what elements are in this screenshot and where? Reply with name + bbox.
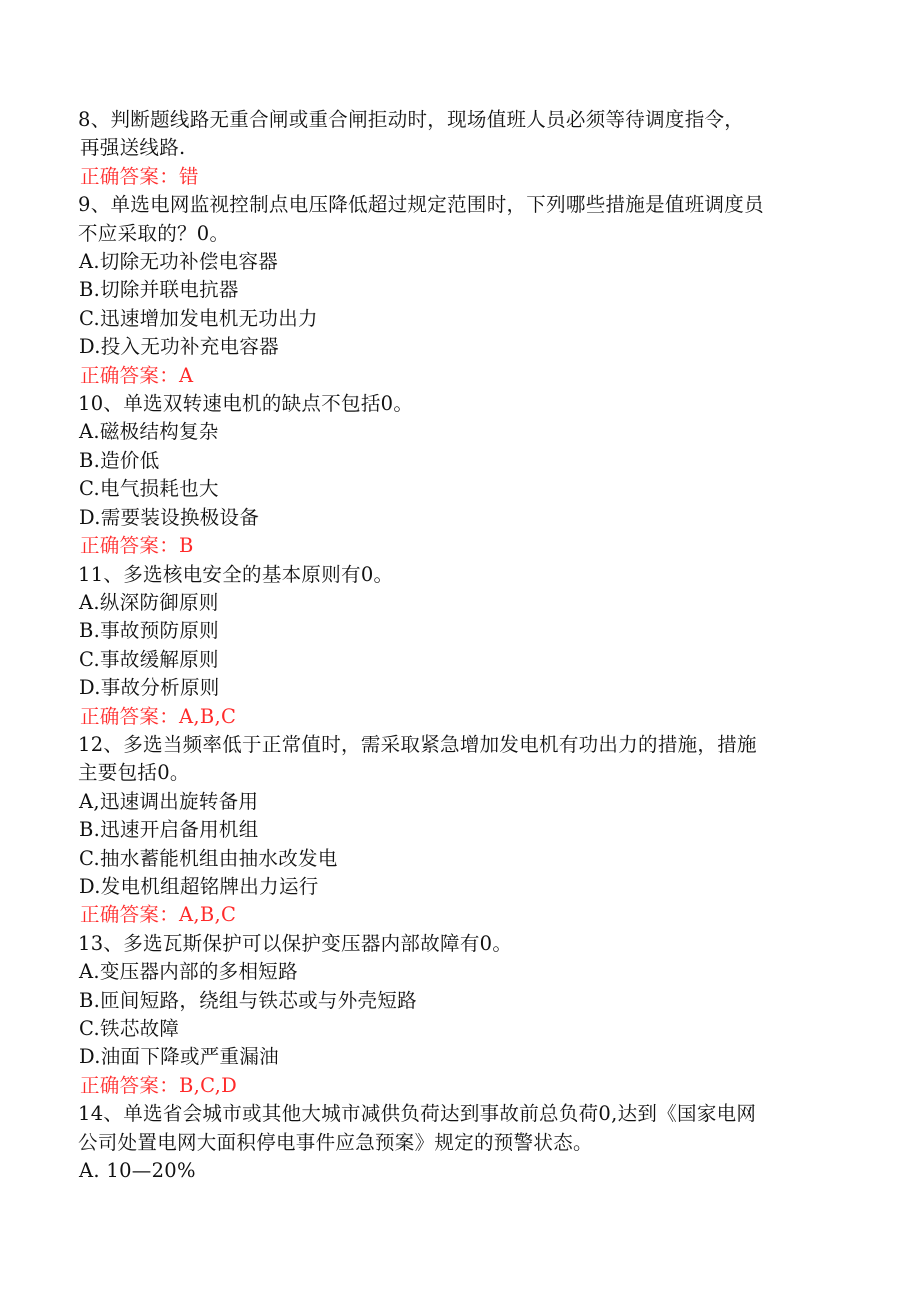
option-b: B.造价低 [79, 448, 160, 472]
option-a: A. 10—20% [79, 1159, 196, 1183]
option-d: D.投入无功补充电容器 [79, 335, 279, 359]
option-a: A.磁极结构复杂 [79, 420, 219, 444]
question-12 [78, 731, 848, 930]
answer-value: B,C,D [179, 1073, 238, 1097]
question-text: 10、单选双转速电机的缺点不包括0。 [78, 392, 414, 416]
option-c: C.迅速增加发电机无功出力 [79, 306, 318, 330]
option-d: D.油面下降或严重漏油 [79, 1045, 279, 1069]
question-text-continued: 不应采取的？0。 [78, 221, 230, 245]
question-text: 12、多选当频率低于正常值时，需采取紧急增加发电机有功出力的措施，措施 [78, 732, 757, 756]
question-text-continued: 公司处置电网大面积停电事件应急预案》规定的预警状态。 [78, 1130, 593, 1154]
answer-value: A,B,C [179, 903, 237, 927]
question-text-continued: 主要包括0。 [78, 761, 190, 785]
option-a: A,迅速调出旋转备用 [79, 789, 259, 813]
question-9 [78, 191, 848, 390]
answer-value: B [179, 534, 194, 558]
option-d: D.发电机组超铭牌出力运行 [79, 874, 319, 898]
question-8 [78, 106, 848, 191]
answer-label: 正确答案： [80, 534, 180, 558]
answer-label: 正确答案： [80, 704, 180, 728]
option-b: B.匝间短路，绕组与铁芯或与外壳短路 [79, 988, 417, 1012]
answer-label: 正确答案： [80, 164, 180, 188]
question-text: 9、单选电网监视控制点电压降低超过规定范围时，下列哪些措施是值班调度员 [78, 193, 764, 217]
correct-answer [78, 362, 848, 390]
correct-answer [78, 163, 848, 191]
correct-answer [78, 901, 848, 929]
option-b: B.切除并联电抗器 [79, 278, 239, 302]
option-d: D.事故分析原则 [79, 676, 220, 700]
option-b: B.事故预防原则 [79, 619, 219, 643]
option-c: C.电气损耗也大 [79, 477, 219, 501]
document-content [78, 106, 848, 1185]
option-d: D.需要装设换极设备 [79, 505, 260, 529]
answer-label: 正确答案： [80, 363, 180, 387]
question-text: 14、单选省会城市或其他大城市减供负荷达到事故前总负荷0,达到《国家电网 [78, 1102, 757, 1126]
correct-answer [78, 703, 848, 731]
correct-answer [78, 532, 848, 560]
answer-value: A,B,C [179, 704, 237, 728]
correct-answer [78, 1072, 848, 1100]
answer-label: 正确答案： [80, 1073, 180, 1097]
option-c: C.抽水蓄能机组由抽水改发电 [79, 846, 338, 870]
answer-label: 正确答案： [80, 903, 180, 927]
option-c: C.事故缓解原则 [79, 647, 219, 671]
question-text: 11、多选核电安全的基本原则有0。 [78, 562, 394, 586]
question-10 [78, 390, 848, 560]
question-text-continued: 再强送线路. [80, 136, 186, 160]
option-c: C.铁芯故障 [79, 1017, 180, 1040]
option-a: A.变压器内部的多相短路 [79, 960, 298, 984]
option-a: A.纵深防御原则 [79, 590, 219, 614]
question-text: 8、判断题线路无重合闸或重合闸拒动时，现场值班人员必须等待调度指令， [78, 108, 745, 131]
option-a: A.切除无功补偿电容器 [79, 250, 279, 274]
question-text: 13、多选瓦斯保护可以保护变压器内部故障有0。 [78, 931, 513, 955]
answer-value: 错 [179, 164, 199, 188]
question-13 [78, 930, 848, 1100]
answer-value: A [179, 363, 194, 387]
question-14 [78, 1100, 848, 1185]
option-b: B.迅速开启备用机组 [79, 818, 259, 842]
question-11 [78, 561, 848, 731]
